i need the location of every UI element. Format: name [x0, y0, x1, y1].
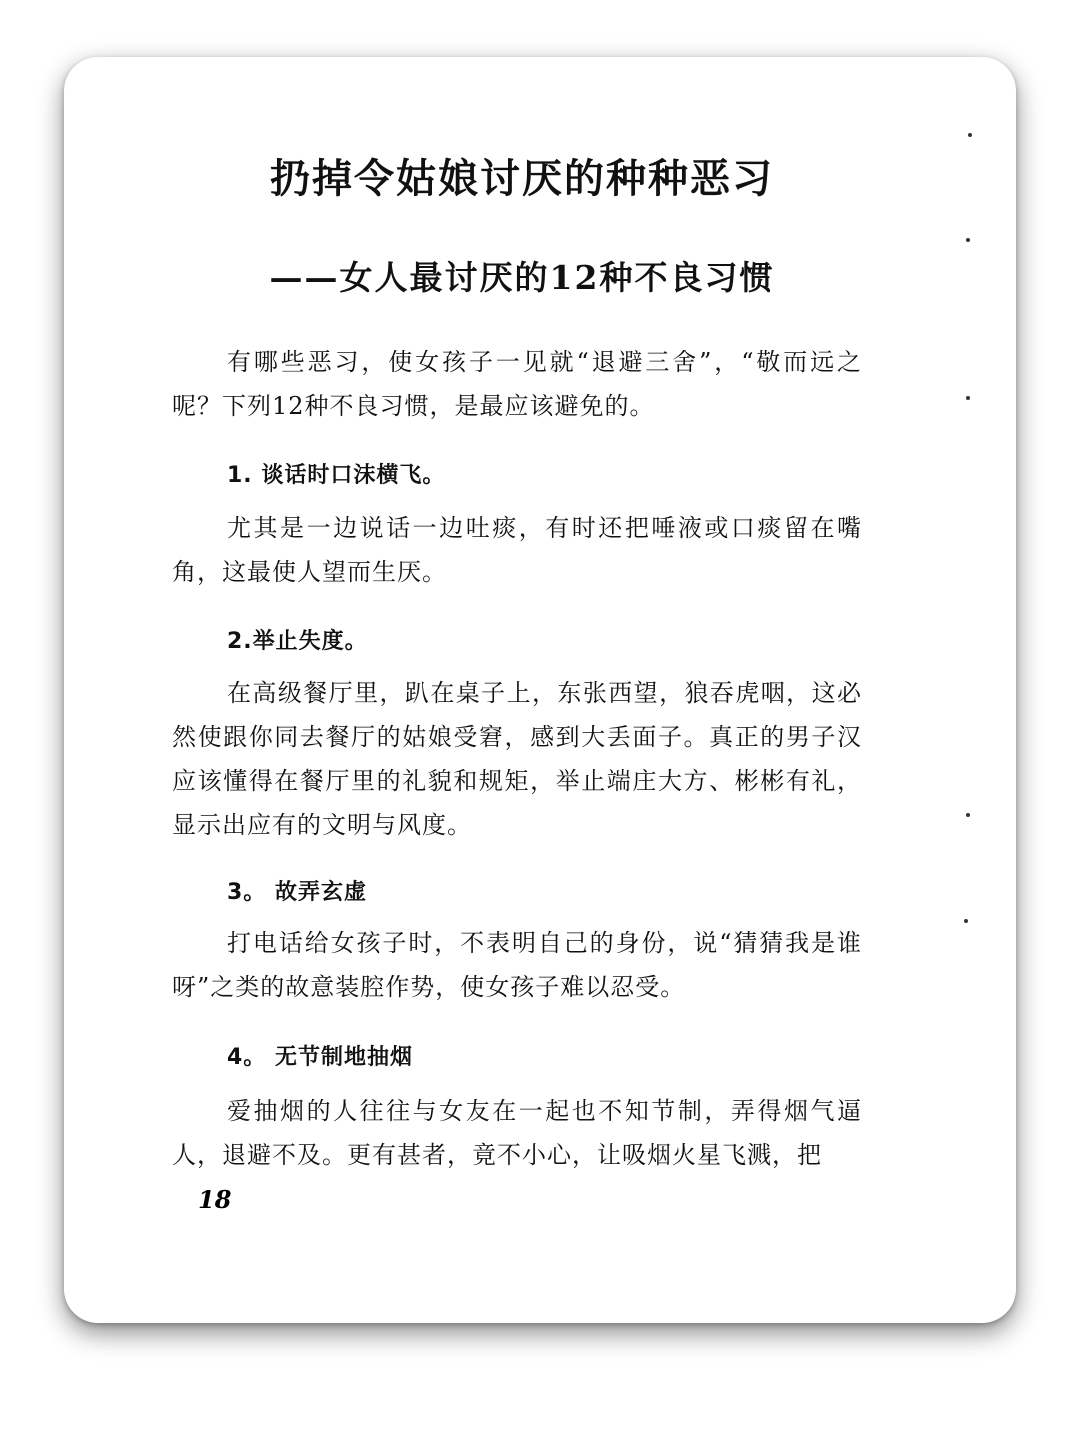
intro-paragraph: 有哪些恶习，使女孩子一见就“退避三舍”，“敬而远之呢？下列12种不良习惯，是最应该避免的。 [172, 348, 862, 420]
scan-speck [966, 813, 970, 817]
page-number: 18 [198, 1185, 232, 1214]
section-body-2: 在高级餐厅里，趴在桌子上，东张西望，狼吞虎咽，这必然使跟你同去餐厅的姑娘受窘，感到大丢面子。真正的男子汉应该懂得在餐厅里的礼貌和规矩，举止端庄大方、彬彬有礼，显示出应有的文明与风度。 [172, 679, 862, 839]
scan-speck [968, 133, 972, 137]
scan-speck [966, 396, 970, 400]
section-heading-4: 4。 无节制地抽烟 [227, 1045, 413, 1070]
scan-speck [966, 238, 970, 242]
section-heading-2: 2.举止失度。 [227, 629, 368, 654]
page-subtitle: ——女人最讨厌的12种不良习惯 [269, 258, 775, 297]
section-heading-3: 3。 故弄玄虚 [227, 880, 367, 905]
book-page [64, 57, 1016, 1323]
section-body-3: 打电话给女孩子时，不表明自己的身份，说“猜猜我是谁呀”之类的故意装腔作势，使女孩子难以忍受。 [172, 929, 862, 1001]
section-body-1: 尤其是一边说话一边吐痰，有时还把唾液或口痰留在嘴角，这最使人望而生厌。 [172, 514, 862, 586]
page-title: 扔掉令姑娘讨厌的种种恶习 [270, 156, 774, 202]
section-heading-1: 1. 谈话时口沫横飞。 [227, 463, 446, 488]
section-body-4: 爱抽烟的人往往与女友在一起也不知节制，弄得烟气逼人，退避不及。更有甚者，竟不小心，让吸烟火星飞溅，把 [172, 1097, 862, 1169]
scan-speck [964, 919, 968, 923]
